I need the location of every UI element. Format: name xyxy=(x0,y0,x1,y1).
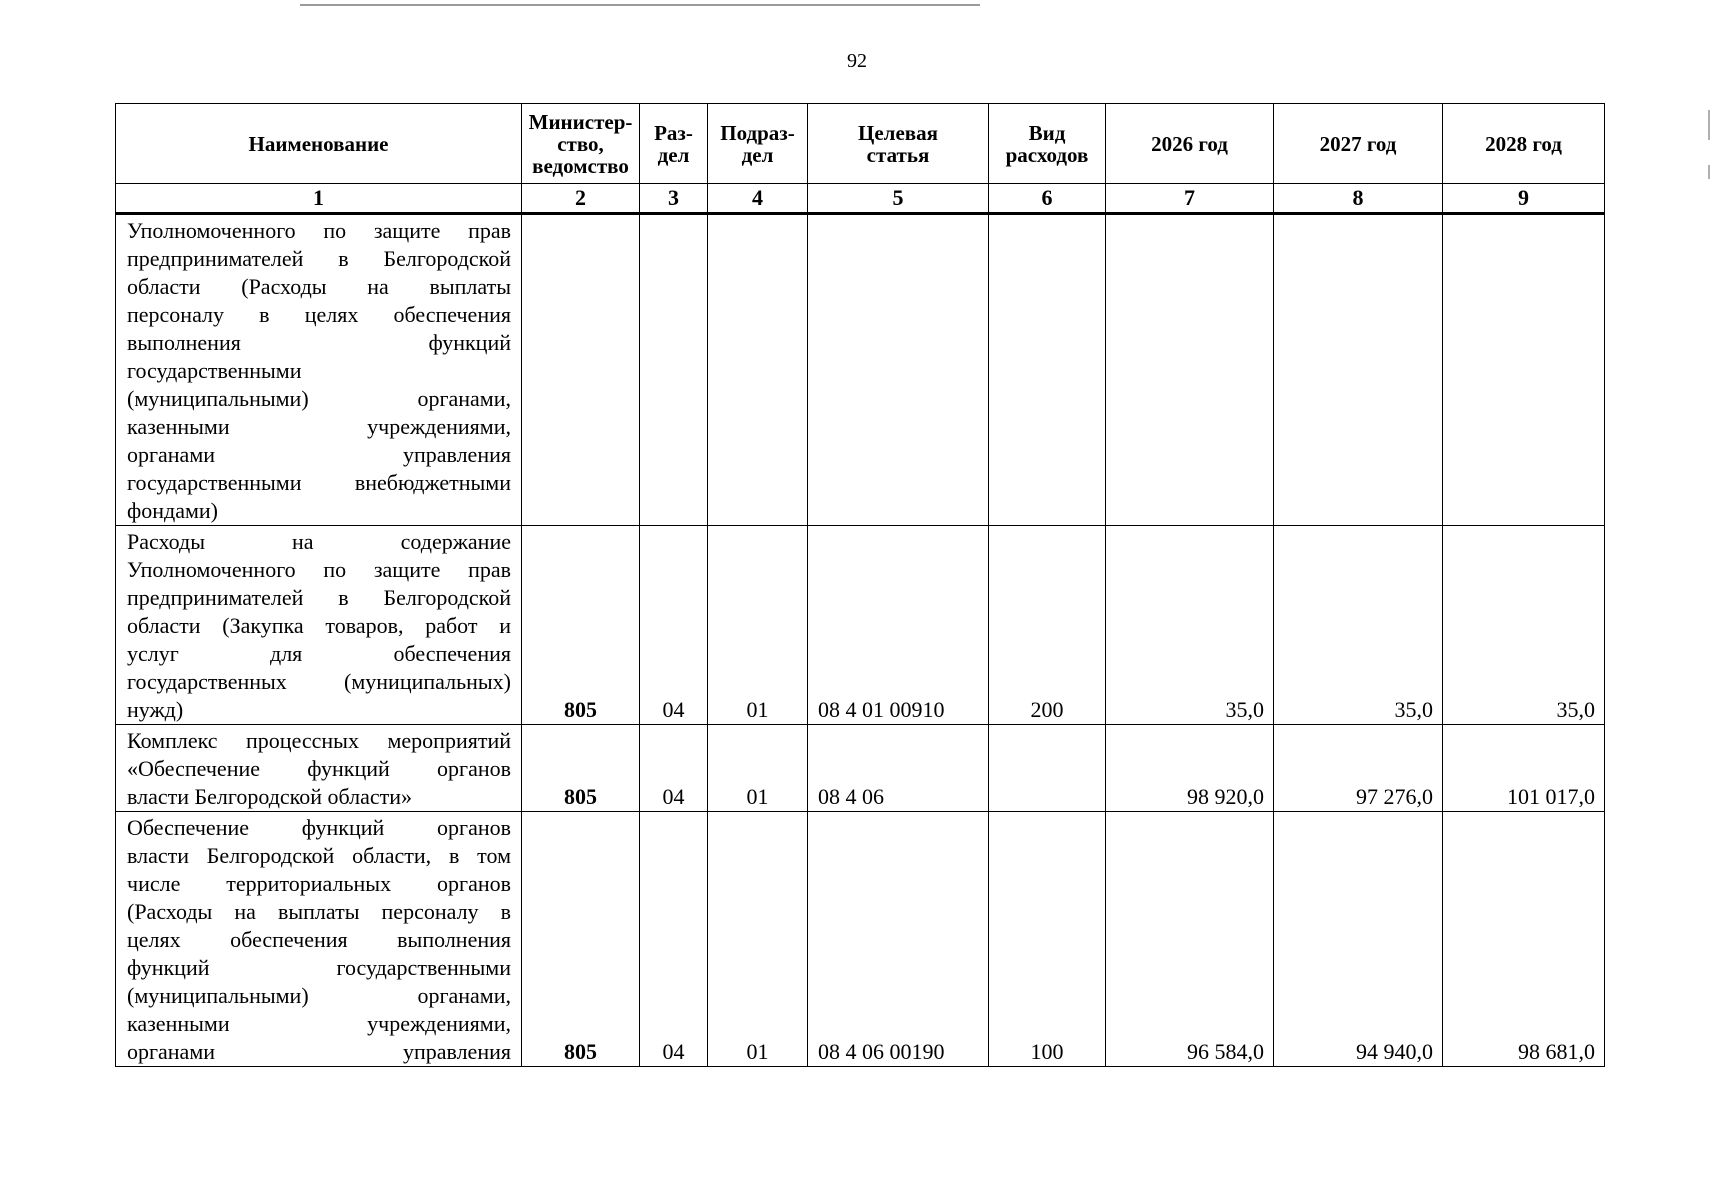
header-type-line: Вид xyxy=(1028,120,1066,145)
cell-target-article: 08 4 06 xyxy=(808,725,989,812)
cell-2026: 96 584,0 xyxy=(1106,812,1274,1067)
column-number: 7 xyxy=(1106,184,1274,214)
name-line: Обеспечение функций органов xyxy=(127,815,511,840)
row-name xyxy=(116,812,522,1067)
cell-section xyxy=(640,214,708,526)
column-number: 3 xyxy=(640,184,708,214)
table-row xyxy=(116,526,1605,725)
name-line: целях обеспечения выполнения xyxy=(127,927,511,952)
cell-expense-type xyxy=(989,725,1106,812)
table-row xyxy=(116,812,1605,1067)
budget-table xyxy=(115,103,1605,1067)
name-line: казенными учреждениями, xyxy=(127,1011,511,1036)
name-line: (муниципальными) органами, xyxy=(127,386,511,411)
cell-subsection: 01 xyxy=(708,725,808,812)
column-number-row xyxy=(116,184,1605,214)
cell-2028 xyxy=(1443,214,1605,526)
header-section-line: Раз- xyxy=(654,120,693,145)
name-line: области (Закупка товаров, работ и xyxy=(127,613,511,638)
header-ministry-line: ство, xyxy=(557,131,604,156)
cell-ministry: 805 xyxy=(522,725,640,812)
header-2026: 2026 год xyxy=(1106,104,1274,184)
row-name xyxy=(116,214,522,526)
cell-target-article xyxy=(808,214,989,526)
cell-section: 04 xyxy=(640,526,708,725)
header-subsection xyxy=(708,104,808,184)
name-line: (Расходы на выплаты персоналу в xyxy=(127,899,511,924)
table-row xyxy=(116,214,1605,526)
column-number: 2 xyxy=(522,184,640,214)
column-number: 5 xyxy=(808,184,989,214)
scan-artifact-mark xyxy=(1708,165,1710,179)
name-line: Расходы на содержание xyxy=(127,529,511,554)
header-2028: 2028 год xyxy=(1443,104,1605,184)
header-name: Наименование xyxy=(116,104,522,184)
name-line: области (Расходы на выплаты xyxy=(127,274,511,299)
header-target-article xyxy=(808,104,989,184)
header-type-line: расходов xyxy=(1005,142,1089,167)
header-row xyxy=(116,104,1605,184)
cell-target-article: 08 4 06 00190 xyxy=(808,812,989,1067)
cell-ministry: 805 xyxy=(522,526,640,725)
cell-target-article: 08 4 01 00910 xyxy=(808,526,989,725)
cell-2028: 98 681,0 xyxy=(1443,812,1605,1067)
header-target-line: статья xyxy=(866,142,930,167)
cell-2027: 35,0 xyxy=(1274,526,1443,725)
name-line: власти Белгородской области» xyxy=(127,784,413,809)
name-line: предпринимателей в Белгородской xyxy=(127,585,511,610)
name-line: услуг для обеспечения xyxy=(127,641,511,666)
cell-subsection xyxy=(708,214,808,526)
name-line: фондами) xyxy=(127,498,219,523)
cell-subsection: 01 xyxy=(708,812,808,1067)
cell-2028: 35,0 xyxy=(1443,526,1605,725)
name-line: «Обеспечение функций органов xyxy=(127,756,511,781)
cell-subsection: 01 xyxy=(708,526,808,725)
header-subsection-line: дел xyxy=(741,142,774,167)
name-line: выполнения функций xyxy=(127,330,511,355)
scan-artifact-mark xyxy=(1708,110,1710,140)
name-line: функций государственными xyxy=(127,955,511,980)
column-number: 9 xyxy=(1443,184,1605,214)
cell-ministry xyxy=(522,214,640,526)
cell-2026 xyxy=(1106,214,1274,526)
column-number: 6 xyxy=(989,184,1106,214)
cell-2026: 98 920,0 xyxy=(1106,725,1274,812)
header-2027: 2027 год xyxy=(1274,104,1443,184)
cell-ministry: 805 xyxy=(522,812,640,1067)
cell-2026: 35,0 xyxy=(1106,526,1274,725)
header-target-line: Целевая xyxy=(858,120,938,145)
header-expense-type xyxy=(989,104,1106,184)
cell-expense-type xyxy=(989,214,1106,526)
header-section-line: дел xyxy=(657,142,690,167)
name-line: органами управления xyxy=(127,442,511,467)
cell-section: 04 xyxy=(640,812,708,1067)
name-line: нужд) xyxy=(127,697,184,722)
name-line: числе территориальных органов xyxy=(127,871,511,896)
name-line: государственными внебюджетными xyxy=(127,470,511,495)
name-line: (муниципальными) органами, xyxy=(127,983,511,1008)
name-line: государственных (муниципальных) xyxy=(127,669,511,694)
header-subsection-line: Подраз- xyxy=(720,120,795,145)
column-number: 4 xyxy=(708,184,808,214)
column-number: 8 xyxy=(1274,184,1443,214)
table-row xyxy=(116,725,1605,812)
scan-artifact-line xyxy=(300,4,980,6)
cell-2027 xyxy=(1274,214,1443,526)
name-line: Уполномоченного по защите прав xyxy=(127,557,511,582)
name-line: Комплекс процессных мероприятий xyxy=(127,728,511,753)
header-ministry xyxy=(522,104,640,184)
header-ministry-line: ведомство xyxy=(532,153,629,178)
cell-section: 04 xyxy=(640,725,708,812)
name-line: предпринимателей в Белгородской xyxy=(127,246,511,271)
cell-2027: 94 940,0 xyxy=(1274,812,1443,1067)
name-line: казенными учреждениями, xyxy=(127,414,511,439)
name-line: органами управления xyxy=(127,1039,511,1064)
cell-expense-type: 100 xyxy=(989,812,1106,1067)
name-line: Уполномоченного по защите прав xyxy=(127,218,511,243)
page-number: 92 xyxy=(847,50,867,72)
cell-expense-type: 200 xyxy=(989,526,1106,725)
column-number: 1 xyxy=(116,184,522,214)
row-name xyxy=(116,725,522,812)
name-line: государственными xyxy=(127,358,302,383)
name-line: власти Белгородской области, в том xyxy=(127,843,511,868)
header-section xyxy=(640,104,708,184)
row-name xyxy=(116,526,522,725)
cell-2027: 97 276,0 xyxy=(1274,725,1443,812)
name-line: персоналу в целях обеспечения xyxy=(127,302,511,327)
cell-2028: 101 017,0 xyxy=(1443,725,1605,812)
header-ministry-line: Министер- xyxy=(528,109,633,134)
